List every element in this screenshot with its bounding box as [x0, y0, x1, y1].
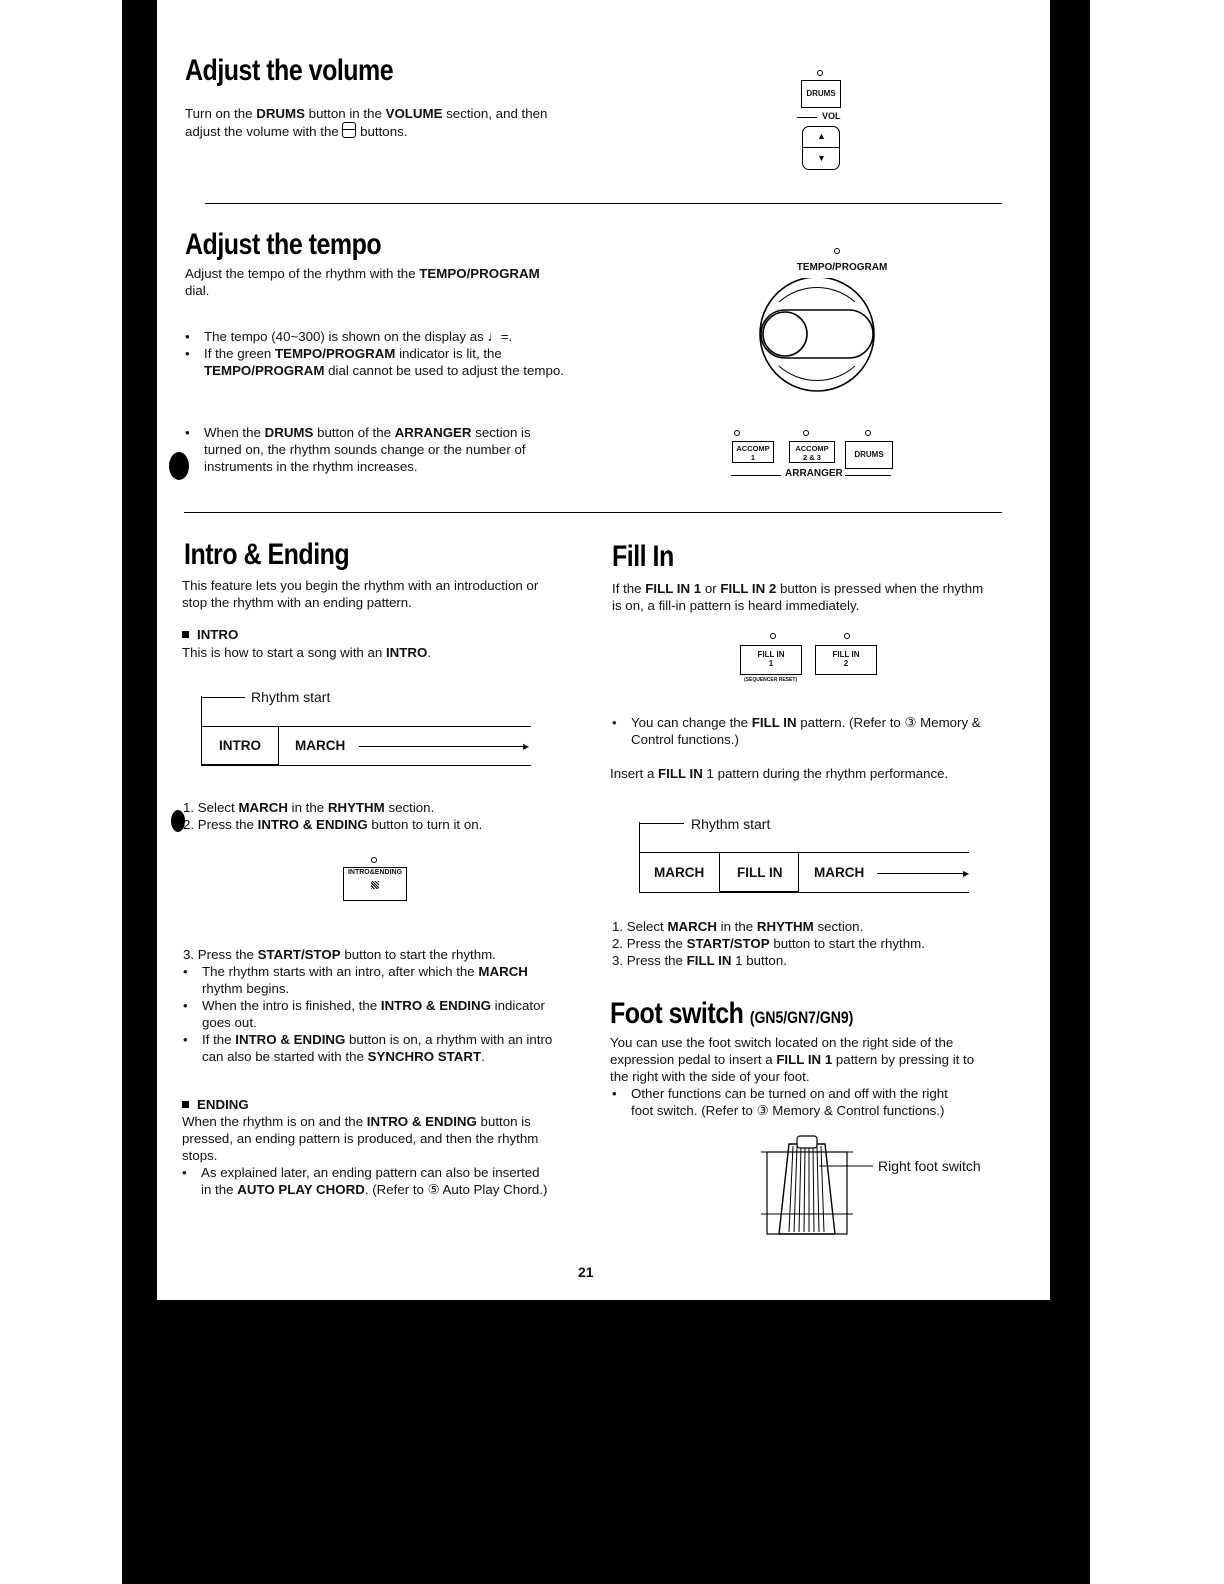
- manual-page: [157, 0, 1050, 1300]
- arranger-line: [845, 475, 891, 476]
- accomp23-button-figure: ACCOMP 2 & 3: [789, 441, 835, 463]
- diagram-rule: [639, 852, 969, 853]
- ending-subheading: ENDING: [182, 1096, 249, 1113]
- volume-updown-figure: ▲ ▼: [802, 126, 840, 170]
- intro-ending-button-label: INTRO&ENDING: [347, 869, 403, 876]
- tempo-bullet: • The tempo (40~300) is shown on the display as ♩=.: [185, 329, 513, 344]
- intro-block-label: INTRO: [219, 738, 261, 753]
- tempo-bullet: • When the DRUMS button of the ARRANGER section is turned on, the rhythm sounds change or the number of instruments in the rhythm increases.: [185, 425, 531, 474]
- diagram-rule: [201, 765, 531, 766]
- intro-text: This feature lets you begin the rhythm with an introduction or stop the rhythm with an ending pattern.: [182, 578, 539, 610]
- intro-bullet: • If the INTRO & ENDING button is on, a rhythm with an intro can also be started with the SYNCHRO START.: [183, 1032, 553, 1064]
- intro-step-1: 1. Select MARCH in the RHYTHM section.: [183, 800, 435, 815]
- tempo-intro: Adjust the tempo of the rhythm with the TEMPO/PROGRAM dial.: [185, 266, 540, 298]
- tempo-indicator-icon: [834, 248, 840, 254]
- march-block-label: MARCH: [295, 738, 346, 753]
- drums-button-figure: DRUMS: [801, 80, 841, 108]
- arranger-line: [731, 475, 781, 476]
- fillin-step-3: 3. Press the FILL IN 1 button.: [612, 953, 787, 968]
- drums-indicator-icon: [817, 70, 823, 76]
- scan-margin-right: [1090, 0, 1224, 1584]
- fillin-insert-text: Insert a FILL IN 1 pattern during the rhythm performance.: [610, 766, 949, 781]
- right-foot-switch-label: Right foot switch: [878, 1158, 981, 1174]
- fill-in-1-indicator-icon: [770, 633, 776, 639]
- intro-bullet: • The rhythm starts with an intro, after which the MARCH rhythm begins.: [183, 964, 528, 996]
- accomp1-button-figure: ACCOMP 1: [732, 441, 774, 463]
- intro-bullet: • When the intro is finished, the INTRO & ENDING indicator goes out.: [183, 998, 545, 1030]
- section-divider: [205, 203, 1002, 204]
- fillin-step-1: 1. Select MARCH in the RHYTHM section.: [612, 919, 864, 934]
- scan-border-bottom: [122, 1300, 1090, 1584]
- fillin-text: If the FILL IN 1 or FILL IN 2 button is pressed when the rhythm is on, a fill-in pattern is heard immediately.: [612, 581, 984, 613]
- intro-step-2: 2. Press the INTRO & ENDING button to turn it on.: [183, 817, 483, 832]
- fill-in-2-indicator-icon: [844, 633, 850, 639]
- foot-switch-bullet: • Other functions can be turned on and off with the right foot switch. (Refer to ③ Memory & Control functions.): [612, 1086, 948, 1118]
- volume-heading: Adjust the volume: [185, 54, 394, 88]
- foot-switch-heading: Foot switch (GN5/GN7/GN9): [610, 997, 854, 1031]
- intro-ending-indicator-icon: [371, 857, 377, 863]
- section-divider: [184, 512, 1002, 513]
- tempo-heading: Adjust the tempo: [185, 228, 382, 262]
- tempo-dial-label: TEMPO/PROGRAM: [796, 262, 888, 273]
- arranger-label: ARRANGER: [785, 468, 843, 479]
- diagram-start-line: [639, 822, 640, 892]
- foot-switch-text: You can use the foot switch located on the right side of the expression pedal to insert a FILL IN 1 pattern by pressing it to the right with the side of your foot.: [610, 1035, 975, 1084]
- scan-margin-left: [0, 0, 122, 1584]
- binding-hole-icon: [169, 452, 189, 480]
- vol-line: [797, 117, 817, 118]
- fillin-step-2: 2. Press the START/STOP button to start the rhythm.: [612, 936, 925, 951]
- expression-pedal-icon: [757, 1134, 877, 1238]
- arrow-line: [877, 873, 967, 874]
- tempo-bullet: • If the green TEMPO/PROGRAM indicator is lit, the TEMPO/PROGRAM dial cannot be used to adjust the tempo.: [185, 346, 564, 378]
- fill-in-2-button-figure: FILL IN 2: [815, 645, 877, 675]
- diagram-pointer-line: [201, 697, 245, 698]
- intro-desc: This is how to start a song with an INTRO.: [182, 645, 432, 660]
- sequencer-reset-label: (SEQUENCER RESET): [744, 677, 798, 683]
- accomp23-indicator-icon: [803, 430, 809, 436]
- intro-heading: Intro & Ending: [184, 538, 350, 572]
- intro-step-3: 3. Press the START/STOP button to start the rhythm.: [183, 947, 496, 962]
- vol-label: VOL: [822, 111, 841, 121]
- drums-button-figure: DRUMS: [845, 441, 893, 469]
- arrow-head-icon: ▶: [523, 742, 530, 751]
- diagram-rule: [639, 892, 969, 893]
- fill-in-1-button-figure: FILL IN 1: [740, 645, 802, 675]
- intro-subheading: INTRO: [182, 626, 238, 643]
- drums-indicator-icon: [865, 430, 871, 436]
- arrow-head-icon: ▶: [963, 869, 970, 878]
- updown-icon: [342, 122, 356, 138]
- arrow-line: [359, 746, 525, 747]
- fill-in-block-label: FILL IN: [737, 865, 783, 880]
- rhythm-start-label: Rhythm start: [691, 816, 771, 832]
- march-block-label: MARCH: [814, 865, 865, 880]
- volume-text: Turn on the DRUMS button in the VOLUME section, and then adjust the volume with the buttons.: [185, 106, 548, 139]
- accomp1-indicator-icon: [734, 430, 740, 436]
- ending-bullet: • As explained later, an ending pattern can also be inserted in the AUTO PLAY CHORD. (Refer to ⑤ Auto Play Chord.): [182, 1165, 548, 1197]
- march-block-label: MARCH: [654, 865, 705, 880]
- page-number: 21: [578, 1264, 594, 1280]
- fillin-heading: Fill In: [612, 540, 674, 574]
- fillin-bullet: • You can change the FILL IN pattern. (Refer to ③ Memory & Control functions.): [612, 715, 981, 747]
- ending-text: When the rhythm is on and the INTRO & ENDING button is pressed, an ending pattern is produced, and then the rhythm stops.: [182, 1114, 539, 1163]
- rhythm-start-label: Rhythm start: [251, 689, 331, 705]
- tempo-dial-icon: [757, 278, 877, 398]
- diagram-pointer-line: [639, 823, 684, 824]
- intro-ending-button-figure: [343, 867, 407, 901]
